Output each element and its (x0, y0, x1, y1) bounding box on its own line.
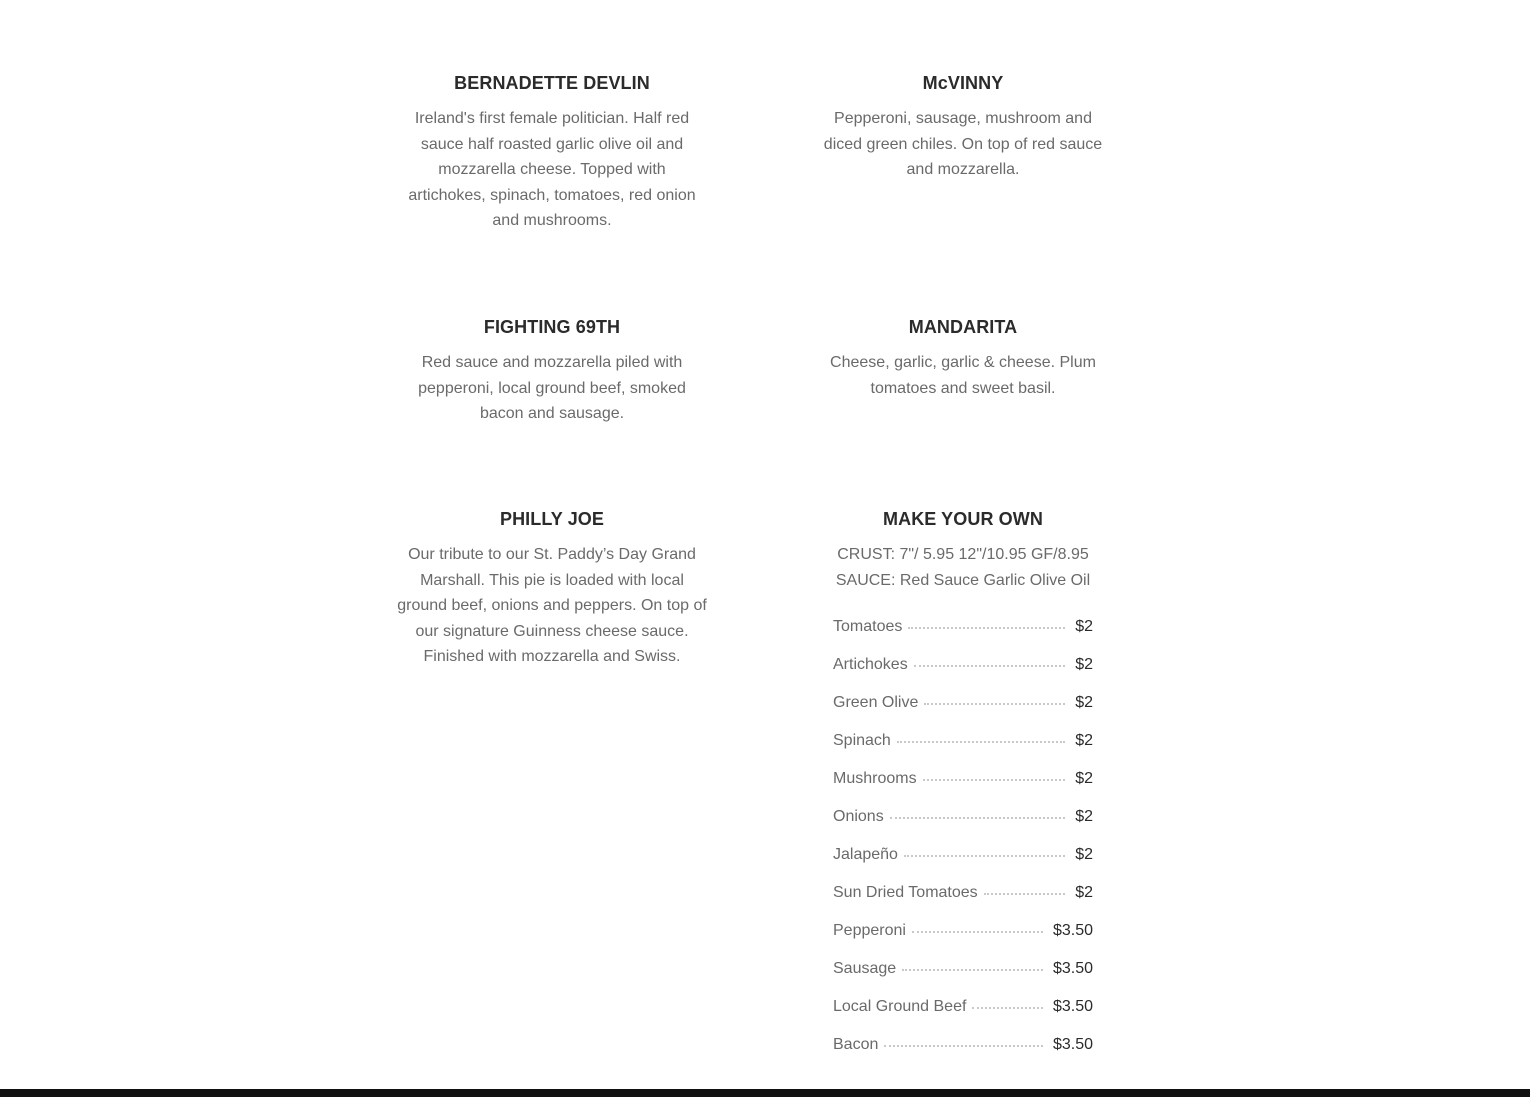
menu-item-description: Ireland's first female politician. Half red sauce half roasted garlic olive oil and mozzarella cheese. Topped with artichokes, spinach, tomatoes, red onion and mushrooms. (408, 110, 696, 230)
topping-row (833, 960, 1093, 998)
topping-name: Bacon (833, 1036, 879, 1053)
topping-price: $2 (1075, 732, 1093, 749)
topping-row (833, 618, 1093, 656)
dot-leader (912, 931, 1043, 933)
topping-row (833, 884, 1093, 922)
topping-price: $2 (1075, 808, 1093, 825)
menu-item-fighting-69th (357, 316, 747, 427)
make-your-own-title: MAKE YOUR OWN (883, 509, 1043, 529)
topping-row (833, 808, 1093, 846)
topping-name: Pepperoni (833, 922, 906, 939)
topping-name: Sausage (833, 960, 897, 977)
dot-leader (908, 627, 1065, 629)
topping-name: Onions (833, 808, 884, 825)
menu-item-description: Our tribute to our St. Paddy’s Day Grand Marshall. This pie is loaded with local ground beef, onions and peppers. On top of our signature Guinness cheese sauce. Finished with mozzarella and Swiss. (397, 546, 707, 666)
topping-price: $2 (1075, 770, 1093, 787)
topping-price: $3.50 (1052, 1036, 1093, 1053)
crust-options: CRUST: 7"/ 5.95 12"/10.95 GF/8.95 (837, 546, 1089, 563)
menu-item-name: BERNADETTE DEVLIN (454, 73, 650, 93)
topping-price: $2 (1075, 884, 1093, 901)
topping-row (833, 922, 1093, 960)
toppings-list (833, 618, 1093, 1074)
menu-item-description: Red sauce and mozzarella piled with pepperoni, local ground beef, smoked bacon and sausage. (418, 354, 686, 423)
menu-item-description: Cheese, garlic, garlic & cheese. Plum tomatoes and sweet basil. (830, 354, 1096, 397)
footer-bar (0, 1089, 1530, 1097)
topping-row (833, 846, 1093, 884)
dot-leader (897, 741, 1065, 743)
dot-leader (923, 779, 1066, 781)
menu-item-mcvinny (768, 72, 1158, 183)
dot-leader (902, 969, 1043, 971)
topping-price: $2 (1075, 618, 1093, 635)
topping-name: Spinach (833, 732, 891, 749)
topping-name: Sun Dried Tomatoes (833, 884, 978, 901)
topping-row (833, 998, 1093, 1036)
dot-leader (984, 893, 1066, 895)
menu-item-bernadette-devlin (357, 72, 747, 234)
topping-row (833, 770, 1093, 808)
menu-item-name: PHILLY JOE (499, 509, 605, 529)
dot-leader (890, 817, 1066, 819)
topping-row (833, 694, 1093, 732)
dot-leader (884, 1045, 1043, 1047)
dot-leader (924, 703, 1065, 705)
topping-row (833, 732, 1093, 770)
topping-name: Green Olive (833, 694, 919, 711)
topping-price: $2 (1075, 846, 1093, 863)
topping-name: Tomatoes (833, 618, 903, 635)
dot-leader (914, 665, 1066, 667)
menu-item-description: Pepperoni, sausage, mushroom and diced green chiles. On top of red sauce and mozzarella. (823, 110, 1103, 179)
topping-price: $3.50 (1052, 922, 1093, 939)
dot-leader (904, 855, 1065, 857)
make-your-own-section (768, 508, 1158, 593)
menu-item-philly-joe (357, 508, 747, 670)
topping-name: Jalapeño (833, 846, 898, 863)
dot-leader (972, 1007, 1043, 1009)
menu-item-name: McVINNY (922, 73, 1004, 93)
topping-price: $2 (1075, 656, 1093, 673)
menu-item-name: FIGHTING 69TH (483, 317, 621, 337)
topping-row (833, 1036, 1093, 1074)
topping-name: Local Ground Beef (833, 998, 967, 1015)
topping-name: Artichokes (833, 656, 908, 673)
topping-price: $2 (1075, 694, 1093, 711)
topping-row (833, 656, 1093, 694)
menu-item-name: MANDARITA (908, 317, 1018, 337)
topping-price: $3.50 (1052, 960, 1093, 977)
topping-price: $3.50 (1052, 998, 1093, 1015)
menu-item-mandarita (768, 316, 1158, 401)
topping-name: Mushrooms (833, 770, 917, 787)
sauce-options: SAUCE: Red Sauce Garlic Olive Oil (835, 571, 1091, 589)
